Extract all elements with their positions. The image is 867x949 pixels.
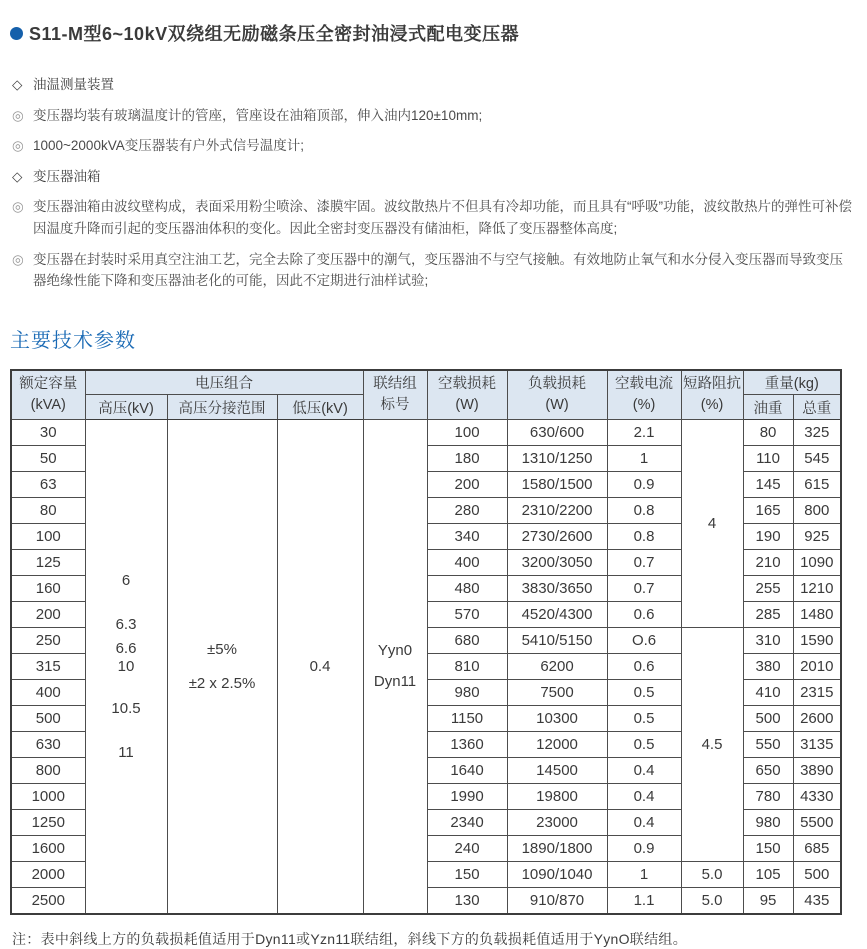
col-header-oil-weight: 油重 [743, 395, 793, 420]
section-item [12, 249, 855, 292]
cell-load-loss: 2310/2200 [507, 498, 607, 524]
cell-oil-weight: 650 [743, 758, 793, 784]
cell-no-load-current: 2.1 [607, 420, 681, 446]
col-header-text: (%) [632, 397, 656, 413]
col-header-impedance [681, 370, 743, 420]
cell-rated-capacity: 50 [11, 446, 85, 472]
cell-rated-capacity: 630 [11, 732, 85, 758]
title-bullet-icon [10, 27, 23, 40]
col-header-text: (W) [545, 397, 569, 413]
cell-rated-capacity: 125 [11, 550, 85, 576]
cell-no-load-current: 0.6 [607, 654, 681, 680]
cell-oil-weight: 145 [743, 472, 793, 498]
cell-no-load-loss: 1150 [427, 706, 507, 732]
cell-oil-weight: 110 [743, 446, 793, 472]
cell-no-load-current: 0.4 [607, 810, 681, 836]
cell-hv-voltage [85, 420, 167, 914]
cell-total-weight: 3890 [793, 758, 841, 784]
col-header-tap-range: 高压分接范围 [167, 395, 277, 420]
cell-load-loss: 630/600 [507, 420, 607, 446]
cell-load-loss: 6200 [507, 654, 607, 680]
cell-no-load-loss: 480 [427, 576, 507, 602]
spec-table-head [11, 370, 841, 420]
cell-total-weight: 1590 [793, 628, 841, 654]
section-text: 变压器均装有玻璃温度计的管座，管座设在油箱顶部，伸入油内120±10mm; [33, 107, 483, 123]
cell-no-load-loss: 180 [427, 446, 507, 472]
col-header-text: (W) [455, 397, 479, 413]
cell-no-load-current: 1.1 [607, 888, 681, 914]
cell-total-weight: 325 [793, 420, 841, 446]
cell-load-loss: 2730/2600 [507, 524, 607, 550]
col-header-voltage-combination: 电压组合 [85, 370, 363, 395]
cell-hv-voltage-value: 6.3 [115, 615, 137, 633]
cell-hv-voltage-value: 6.6 [115, 639, 137, 657]
cell-total-weight: 2010 [793, 654, 841, 680]
diamond-bullet-icon: ◇ [12, 77, 23, 92]
diamond-bullet-icon: ◇ [12, 168, 23, 184]
cell-no-load-loss: 100 [427, 420, 507, 446]
cell-hv-voltage-value: 10 [117, 657, 135, 675]
cell-vector-group-value: Dyn11 [373, 673, 417, 690]
circle-bullet-icon: ◎ [12, 107, 24, 123]
cell-oil-weight: 980 [743, 810, 793, 836]
cell-no-load-current: 0.7 [607, 550, 681, 576]
cell-short-circuit-impedance: 4 [681, 420, 743, 628]
cell-total-weight: 4330 [793, 784, 841, 810]
cell-no-load-loss: 240 [427, 836, 507, 862]
cell-no-load-loss: 2340 [427, 810, 507, 836]
cell-rated-capacity: 400 [11, 680, 85, 706]
cell-total-weight: 545 [793, 446, 841, 472]
cell-no-load-loss: 810 [427, 654, 507, 680]
cell-hv-voltage-value: 11 [118, 743, 134, 761]
cell-total-weight: 925 [793, 524, 841, 550]
cell-load-loss: 10300 [507, 706, 607, 732]
cell-load-loss: 19800 [507, 784, 607, 810]
cell-oil-weight: 80 [743, 420, 793, 446]
section-text: 变压器油箱 [33, 168, 101, 184]
cell-total-weight: 435 [793, 888, 841, 914]
cell-no-load-current: 0.5 [607, 680, 681, 706]
cell-vector-group-value: Yyn0 [377, 642, 413, 659]
cell-oil-weight: 780 [743, 784, 793, 810]
cell-rated-capacity: 1000 [11, 784, 85, 810]
spec-table-body [11, 420, 841, 914]
cell-oil-weight: 190 [743, 524, 793, 550]
section-text: 变压器油箱由波纹壁构成，表面采用粉尘喷涂、漆膜牢固。波纹散热片不但具有冷却功能，而且具有“呼吸”功能，波纹散热片的弹性可补偿因温度升降而引起的变压器油体积的变化。因此全密封变压器没有储油柜，降低了变压器整体高度; [33, 199, 852, 236]
cell-hv-voltage-value: 6 [121, 571, 131, 589]
cell-rated-capacity: 800 [11, 758, 85, 784]
cell-no-load-loss: 1640 [427, 758, 507, 784]
section-text: 变压器在封装时采用真空注油工艺，完全去除了变压器中的潮气，变压器油不与空气接触。有效地防止氧气和水分侵入变压器而导致变压器绝缘性能下降和变压器油老化的可能，因此不定期进行油样试验; [33, 251, 843, 289]
cell-no-load-current: 1 [607, 862, 681, 888]
cell-total-weight: 800 [793, 498, 841, 524]
col-header-text: 空载损耗 [438, 375, 497, 392]
cell-total-weight: 615 [793, 472, 841, 498]
cell-no-load-current: O.6 [607, 628, 681, 654]
col-header-hv: 高压(kV) [85, 395, 167, 420]
cell-total-weight: 500 [793, 862, 841, 888]
cell-no-load-loss: 200 [427, 472, 507, 498]
cell-no-load-loss: 1990 [427, 784, 507, 810]
header-row-1 [11, 370, 841, 395]
table-row [11, 420, 841, 446]
cell-no-load-current: 0.7 [607, 576, 681, 602]
cell-total-weight: 2315 [793, 680, 841, 706]
col-header-text: 标号 [380, 397, 410, 413]
cell-load-loss: 1580/1500 [507, 472, 607, 498]
cell-no-load-loss: 680 [427, 628, 507, 654]
cell-rated-capacity: 1600 [11, 836, 85, 862]
cell-oil-weight: 95 [743, 888, 793, 914]
cell-rated-capacity: 2500 [11, 888, 85, 914]
cell-rated-capacity: 315 [11, 654, 85, 680]
cell-oil-weight: 500 [743, 706, 793, 732]
cell-load-loss: 14500 [507, 758, 607, 784]
footnote: 注：表中斜线上方的负载损耗值适用于Dyn11或Yzn11联结组，斜线下方的负载损耗值适用于YynO联结组。 [12, 930, 687, 947]
cell-oil-weight: 105 [743, 862, 793, 888]
cell-no-load-current: 1 [607, 446, 681, 472]
cell-load-loss: 12000 [507, 732, 607, 758]
cell-tap-range-value: ±2 x 2.5% [188, 674, 256, 692]
cell-rated-capacity: 80 [11, 498, 85, 524]
cell-no-load-current: 0.5 [607, 732, 681, 758]
cell-load-loss: 1890/1800 [507, 836, 607, 862]
cell-no-load-current: 0.4 [607, 758, 681, 784]
cell-oil-weight: 165 [743, 498, 793, 524]
col-header-load-loss [507, 370, 607, 420]
sections [12, 74, 855, 292]
cell-load-loss: 23000 [507, 810, 607, 836]
cell-load-loss: 5410/5150 [507, 628, 607, 654]
cell-no-load-loss: 340 [427, 524, 507, 550]
cell-no-load-current: 0.5 [607, 706, 681, 732]
cell-no-load-current: 0.6 [607, 602, 681, 628]
col-header-lv: 低压(kV) [277, 395, 363, 420]
col-header-text: 空载电流 [615, 375, 674, 392]
cell-no-load-loss: 1360 [427, 732, 507, 758]
col-header-text: 联结组 [373, 375, 417, 392]
cell-total-weight: 2600 [793, 706, 841, 732]
cell-no-load-loss: 980 [427, 680, 507, 706]
cell-rated-capacity: 100 [11, 524, 85, 550]
col-header-total-weight: 总重 [793, 395, 841, 420]
cell-oil-weight: 255 [743, 576, 793, 602]
cell-no-load-loss: 150 [427, 862, 507, 888]
cell-oil-weight: 285 [743, 602, 793, 628]
cell-rated-capacity: 63 [11, 472, 85, 498]
circle-bullet-icon: ◎ [12, 251, 24, 267]
col-header-text: 额定容量 [19, 375, 78, 392]
cell-hv-voltage-value: 10.5 [111, 699, 141, 717]
cell-total-weight: 685 [793, 836, 841, 862]
cell-short-circuit-impedance: 5.0 [681, 888, 743, 914]
cell-oil-weight: 310 [743, 628, 793, 654]
cell-no-load-current: 0.4 [607, 784, 681, 810]
page-title-text: S11-M型6~10kV双绕组无励磁条压全密封油浸式配电变压器 [29, 24, 520, 44]
cell-no-load-current: 0.9 [607, 836, 681, 862]
cell-no-load-loss: 400 [427, 550, 507, 576]
cell-oil-weight: 410 [743, 680, 793, 706]
col-header-no-load-current [607, 370, 681, 420]
page-title [10, 20, 855, 46]
section-heading [12, 74, 855, 96]
cell-load-loss: 1310/1250 [507, 446, 607, 472]
circle-bullet-icon: ◎ [12, 138, 24, 154]
cell-oil-weight: 550 [743, 732, 793, 758]
cell-no-load-current: 0.8 [607, 498, 681, 524]
cell-tap-range-value: ±5% [207, 640, 237, 658]
cell-rated-capacity: 30 [11, 420, 85, 446]
cell-tap-range [167, 420, 277, 914]
cell-load-loss: 3830/3650 [507, 576, 607, 602]
circle-bullet-icon: ◎ [12, 199, 24, 215]
cell-oil-weight: 150 [743, 836, 793, 862]
cell-oil-weight: 210 [743, 550, 793, 576]
cell-total-weight: 5500 [793, 810, 841, 836]
cell-load-loss: 4520/4300 [507, 602, 607, 628]
cell-total-weight: 3135 [793, 732, 841, 758]
cell-oil-weight: 380 [743, 654, 793, 680]
cell-rated-capacity: 2000 [11, 862, 85, 888]
cell-rated-capacity: 1250 [11, 810, 85, 836]
cell-rated-capacity: 500 [11, 706, 85, 732]
cell-lv-voltage: 0.4 [277, 420, 363, 914]
col-header-rated-capacity [11, 370, 85, 420]
cell-total-weight: 1210 [793, 576, 841, 602]
cell-total-weight: 1480 [793, 602, 841, 628]
cell-no-load-loss: 130 [427, 888, 507, 914]
spec-table [10, 369, 842, 915]
col-header-no-load-loss [427, 370, 507, 420]
cell-load-loss: 1090/1040 [507, 862, 607, 888]
cell-load-loss: 3200/3050 [507, 550, 607, 576]
cell-no-load-current: 0.8 [607, 524, 681, 550]
cell-load-loss: 910/870 [507, 888, 607, 914]
cell-total-weight: 1090 [793, 550, 841, 576]
cell-short-circuit-impedance: 4.5 [681, 628, 743, 862]
section-item [12, 105, 855, 127]
section-text: 油温测量装置 [33, 77, 114, 92]
col-header-text: 短路阻抗 [683, 375, 742, 392]
cell-rated-capacity: 250 [11, 628, 85, 654]
section-heading [12, 166, 855, 188]
col-header-text: (kVA) [30, 397, 66, 413]
cell-no-load-loss: 280 [427, 498, 507, 524]
section-text: 1000~2000kVA变压器装有户外式信号温度计; [33, 138, 304, 154]
col-header-vector-group [363, 370, 427, 420]
col-header-text: (%) [700, 397, 724, 413]
cell-load-loss: 7500 [507, 680, 607, 706]
cell-vector-group [363, 420, 427, 914]
params-heading: 主要技术参数 [10, 329, 136, 352]
col-header-text: 负载损耗 [528, 375, 587, 392]
cell-short-circuit-impedance: 5.0 [681, 862, 743, 888]
cell-rated-capacity: 200 [11, 602, 85, 628]
section-item [12, 196, 855, 239]
cell-rated-capacity: 160 [11, 576, 85, 602]
cell-no-load-loss: 570 [427, 602, 507, 628]
col-header-weight: 重量(kg) [743, 370, 841, 395]
section-item [12, 135, 855, 157]
cell-no-load-current: 0.9 [607, 472, 681, 498]
